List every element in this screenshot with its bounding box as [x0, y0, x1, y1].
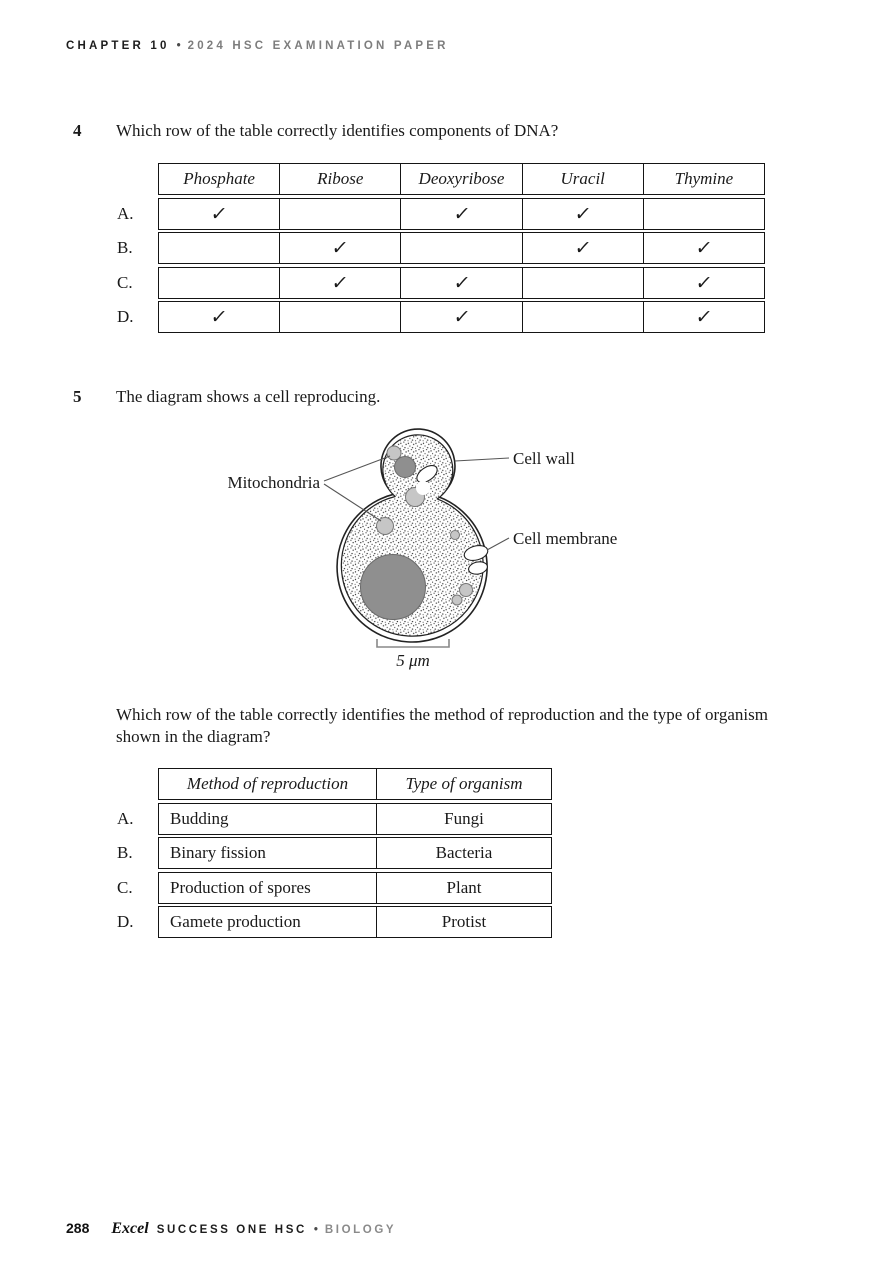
check-cell: ✓: [573, 202, 593, 225]
row-label: D.: [117, 307, 134, 327]
row-label: C.: [117, 272, 133, 292]
running-header: [66, 40, 449, 52]
check-cell: ✓: [694, 271, 714, 294]
brand-logo: Excel: [111, 1220, 149, 1237]
organism-cell: Protist: [441, 912, 487, 932]
page-number: 288: [66, 1220, 90, 1236]
subject-label: BIOLOGY: [324, 1224, 397, 1236]
question5-intro: The diagram shows a cell reproducing.: [116, 387, 381, 406]
nucleus-mother: [361, 555, 426, 620]
col-header-ribose: Ribose: [280, 164, 401, 194]
method-cell: Gamete production: [159, 907, 377, 937]
reproduction-table: [117, 768, 552, 941]
small-organelle: [452, 595, 462, 605]
cell-membrane-pointer: [487, 538, 509, 550]
organism-cell: Plant: [446, 877, 482, 897]
col-header-phosphate: Phosphate: [159, 164, 280, 194]
row-label: A.: [117, 808, 134, 828]
table-row: [117, 301, 765, 333]
check-cell: ✓: [330, 271, 351, 294]
row-label: A.: [117, 203, 134, 223]
dna-table-header-row: [158, 163, 765, 195]
check-cell: ✓: [451, 271, 472, 294]
question4-number: 4: [73, 121, 82, 140]
check-cell: ✓: [330, 237, 351, 260]
method-cell: Binary fission: [159, 838, 377, 868]
chapter-label: CHAPTER 10: [66, 40, 170, 52]
col-header-thymine: Thymine: [674, 169, 734, 188]
dna-components-table: [117, 163, 765, 336]
question5-number: 5: [73, 387, 82, 406]
footer-bullet: •: [313, 1224, 318, 1236]
check-cell: ✓: [573, 237, 593, 260]
row-label: B.: [117, 238, 133, 258]
small-organelle: [451, 531, 460, 540]
check-cell: ✓: [694, 306, 714, 329]
method-cell: Budding: [159, 804, 377, 834]
organism-cell: Bacteria: [435, 843, 493, 863]
cell-wall-pointer: [455, 458, 509, 461]
table-row: [117, 267, 765, 299]
question4-text: Which row of the table correctly identifies components of DNA?: [116, 121, 559, 140]
check-cell: ✓: [451, 306, 472, 329]
crescent-bite: [416, 481, 430, 495]
cell-membrane-label: Cell membrane: [513, 529, 618, 548]
table-row: [117, 906, 552, 938]
col-header-deoxyribose: Deoxyribose: [401, 164, 522, 194]
series-title: SUCCESS ONE HSC: [156, 1224, 307, 1236]
small-organelle: [460, 584, 473, 597]
check-cell: ✓: [209, 306, 229, 329]
cell-wall-label: Cell wall: [513, 449, 575, 468]
table-row: [117, 232, 765, 264]
header-bullet: •: [176, 40, 181, 52]
check-cell: ✓: [694, 237, 714, 260]
mitochondria-label: Mitochondria: [227, 473, 320, 492]
row-label: B.: [117, 843, 133, 863]
method-cell: Production of spores: [159, 873, 377, 903]
mitochondria-pointer-upper: [324, 456, 390, 481]
paper-title: 2024 HSC EXAMINATION PAPER: [187, 40, 449, 52]
nucleus-bud: [395, 457, 416, 478]
organism-cell: Fungi: [444, 808, 484, 828]
row-label: C.: [117, 877, 133, 897]
running-footer: [66, 1220, 396, 1238]
check-cell: ✓: [209, 202, 229, 225]
cell-reproducing-diagram: [215, 420, 645, 678]
reproduction-table-header-row: [158, 768, 552, 800]
check-cell: ✓: [451, 202, 472, 225]
table-row: [117, 837, 552, 869]
scale-label: 5 μm: [396, 651, 430, 670]
row-label: D.: [117, 912, 134, 932]
question5-text: Which row of the table correctly identifies the method of reproduction and the type of organism shown in the diagram?: [116, 705, 768, 747]
col-header-uracil: Uracil: [523, 164, 644, 194]
col-header-method: Method of reproduction: [159, 769, 377, 799]
col-header-organism: Type of organism: [405, 774, 523, 793]
table-row: [117, 872, 552, 904]
table-row: [117, 198, 765, 230]
table-row: [117, 803, 552, 835]
